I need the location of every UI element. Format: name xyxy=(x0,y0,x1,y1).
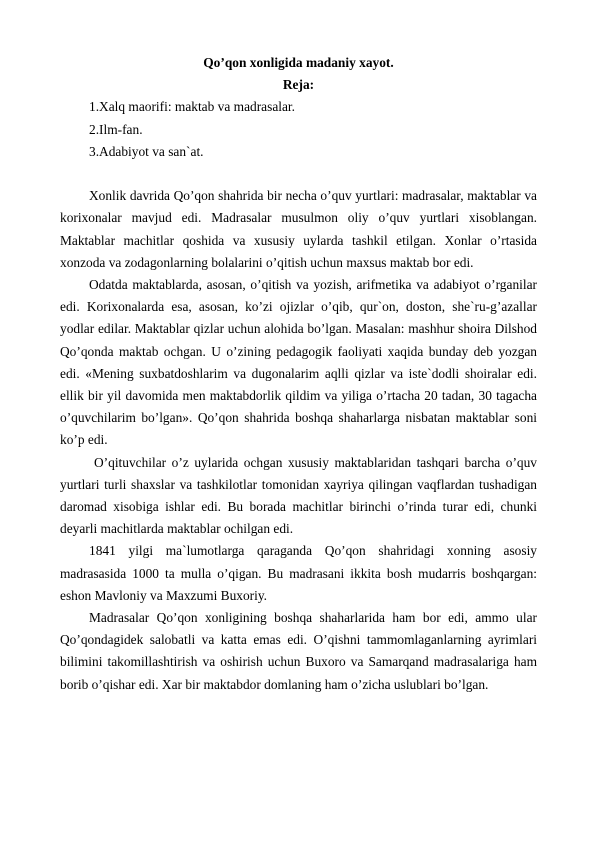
plan-item: 3.Adabiyot va san`at. xyxy=(89,143,204,159)
document-title: Qo’qon xonligida madaniy xayot. xyxy=(203,55,394,70)
body-paragraph: 1841 yilgi ma`lumotlarga qaraganda Qo’qon shahridagi xonning asosiy madrasasida 1000 ta mulla o’qigan. Bu madrasani ikkita bosh mudarris boshqargan: eshon Mavloniy va Maxzumi Buxoriy. xyxy=(60,543,537,603)
body-paragraph: Xonlik davrida Qo’qon shahrida bir necha o’quv yurtlari: madrasalar, maktablar va korixonalar mavjud edi. Madrasalar musulmon oliy o’quv yurtlari xisoblangan. Maktablar machitlar qoshida va xususiy uylarda tashkil etilgan. Xonlar o’rtasida xonzoda va zodagonlarning bolalarini o’qitish uchun maxsus maktab bor edi. xyxy=(60,188,537,270)
plan-item: 2.Ilm-fan. xyxy=(89,121,143,137)
body-paragraph: O’qituvchilar o’z uylarida ochgan xususiy maktablaridan tashqari barcha o’quv yurtlari turli shaxslar va tashkilotlar tomonidan xayriya qilingan vaqflardan tushadigan daromad xisobiga ishlar edi. Bu borada machitlar birinchi o’rinda turar edi, chunki deyarli machitlarda maktablar ochilgan edi. xyxy=(60,454,537,537)
body-paragraph: Odatda maktablarda, asosan, o’qitish va yozish, arifmetika va adabiyot o’rganilar edi. Korixonalarda esa, asosan, ko’zi ojizlar o’qib, qur`on, doston, she`ru-g’azallar yodlar edilar. Maktablar qizlar uchun alohida bo’lgan. Masalan: mashhur shoira Dilshod Qo’qonda maktab ochgan. U o’zining pedagogik faoliyati xaqida bunday deb yozgan edi. «Mening suxbatdoshlarim va dugonalarim aqlli qizlar va iste`dodli shoiralar edi. ellik bir yil davomida men maktabdorlik qildim va yiliga o’rtacha 20 tadan, 30 tagacha o’quvchilarim bo’lgan». Qo’qon shahrida boshqa shaharlarga nisbatan maktablar soni ko’p edi. xyxy=(60,277,537,448)
body-paragraph: Madrasalar Qo’qon xonligining boshqa shaharlarida ham bor edi, ammo ular Qo’qondagidek salobatli va katta emas edi. O’qishni tammomlaganlarning ayrimlari bilimini takomillashtirish va oshirish uchun Buxoro va Samarqand madrasalariga ham borib o’qishar edi. Xar bir maktabdor domlaning ham o’zicha uslublari bo’lgan. xyxy=(60,610,537,692)
plan-item: 1.Xalq maorifi: maktab va madrasalar. xyxy=(89,99,295,115)
plan-heading: Reja: xyxy=(282,77,315,93)
section-spacer xyxy=(60,163,537,185)
document-page xyxy=(60,52,537,696)
